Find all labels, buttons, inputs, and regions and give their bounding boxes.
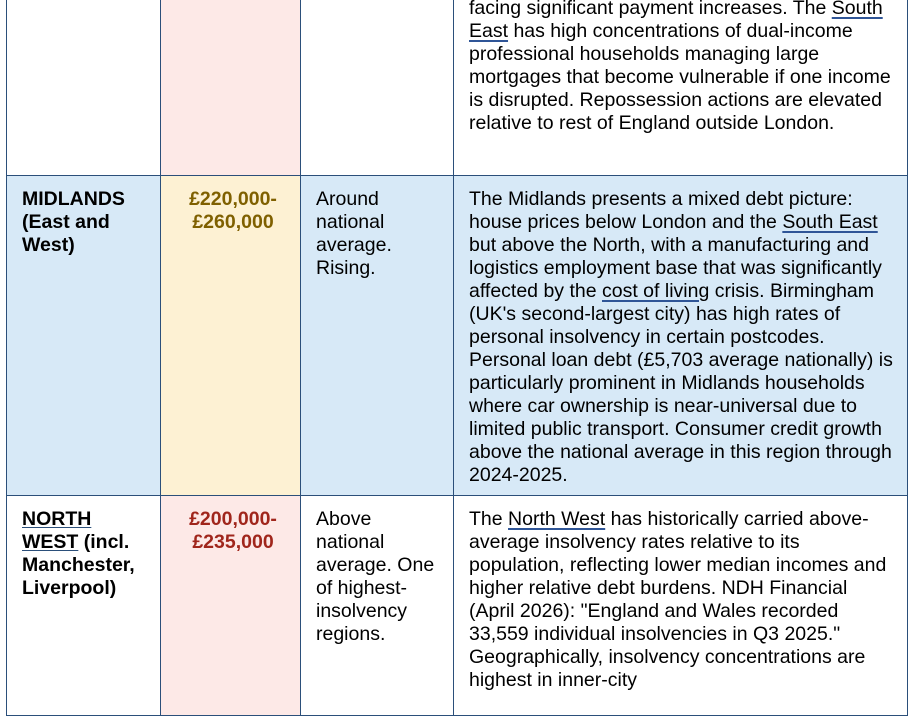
description-segment: has high concentrations of dual-income professional households managing large mortgages that become vulnerable if one income is disrupted. Repossession actions are elevated relative to rest of England outside London. [469,20,891,134]
description-cell [454,496,908,716]
region-link-south-east[interactable]: South East [782,211,878,233]
description-segment: but above the North, with a manufacturing and logistics employment base that was significantly affected by the [469,234,882,302]
price-cell [161,496,301,716]
description-segment: facing significant payment increases. The [469,0,832,19]
description-segment: has historically carried above-average insolvency rates relative to its population, reflecting lower median incomes and higher relative debt burdens. NDH Financial (April 2026): "England and Wales recorded 33,559 individual insolvencies in Q3 2025." Geographically, insolvency concentrations are highest in inner-city [469,508,887,691]
region-link-north-west[interactable]: NORTH WEST [22,508,92,553]
price-range: £220,000-£260,000 [189,188,277,233]
region-cell [7,0,161,176]
table-row [7,176,908,496]
description-cell [454,176,908,496]
description-text [454,0,907,135]
insolvency-cell [301,176,454,496]
description-text [454,496,907,692]
table-row [7,0,908,176]
description-cell [454,0,908,176]
description-segment: The [469,508,509,530]
table-row [7,496,908,716]
insolvency-text: Around national average. Rising. [316,188,392,279]
price-range: £200,000-£235,000 [189,508,277,553]
insolvency-cell [301,0,454,176]
region-link-north-west[interactable]: North West [508,508,606,530]
insolvency-cell [301,496,454,716]
description-segment: The Midlands presents a mixed debt picture: house prices below London and the [469,188,853,233]
region-cell [7,496,161,716]
region-name-line: MIDLANDS [22,188,125,210]
cost-of-living-link[interactable]: cost of living [602,280,710,302]
insolvency-text: Above national average. One of highest-insolvency regions. [316,508,435,645]
regional-debt-table [6,0,908,716]
price-cell [161,0,301,176]
region-name-line: (East and West) [22,211,110,256]
region-name-rest: (incl. Manchester, Liverpool) [22,531,135,599]
price-cell [161,176,301,496]
region-cell [7,176,161,496]
description-text [454,176,907,487]
region-name [7,176,160,257]
description-segment: crisis. Birmingham (UK's second-largest city) has high rates of personal insolvency in certain postcodes. Personal loan debt (£5,703 average nationally) is particularly prominent in Midlands households where car ownership is near-universal due to limited public transport. Consumer credit growth above the national average in this region through 2024-2025. [469,280,893,486]
region-link-south-east[interactable]: South East [469,0,883,42]
region-name [7,496,160,600]
